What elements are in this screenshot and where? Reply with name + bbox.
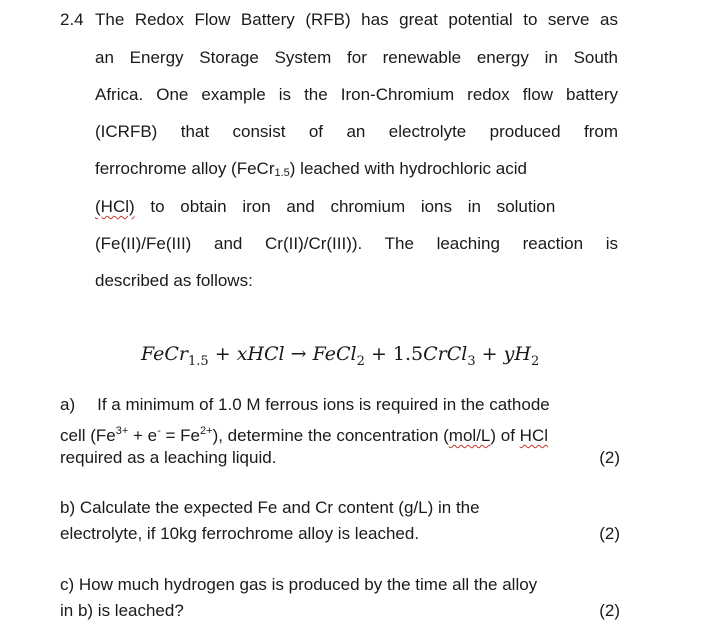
- part-b-marks: (2): [599, 524, 620, 543]
- intro-line-2: an Energy Storage System for renewable energy in South: [95, 48, 618, 67]
- intro-line-8: described as follows:: [95, 271, 253, 290]
- part-a-marks: (2): [599, 448, 620, 467]
- part-c-line-1: c) How much hydrogen gas is produced by the time all the alloy: [60, 575, 538, 594]
- part-a-label: a): [60, 395, 76, 414]
- part-a-line-3: required as a leaching liquid.: [60, 448, 277, 467]
- part-a-line-2: cell $(Fe^{3+} + e^- = Fe^{2+})$, determine the concentration (mol/L) of HCl: [60, 425, 549, 445]
- intro-line-5: [95, 159, 618, 183]
- intro-line-4: (ICRFB) that consist of an electrolyte produced from: [95, 122, 618, 141]
- part-b-line-1: b) Calculate the expected Fe and Cr content (g/L) in the: [60, 498, 480, 517]
- alloy-text: ferrochrome alloy (FeCr1.5) leached with hydrochloric acid: [95, 159, 527, 179]
- intro-line-1: The Redox Flow Battery (RFB) has great potential to serve as: [95, 10, 618, 29]
- reaction-equation: FeCr$_{1.5}$ + xHCl → FeCl$_2$ + 1.5CrCl$_3$ + $yH_2$: [141, 343, 540, 369]
- part-c-marks: (2): [599, 601, 620, 620]
- intro-line-6: (HCl) to obtain iron and chromium ions in solution: [95, 197, 556, 216]
- question-number: 2.4: [60, 10, 84, 29]
- intro-line-3: Africa. One example is the Iron-Chromium redox flow battery: [95, 85, 618, 104]
- part-c-line-2: in b) is leached?: [60, 601, 184, 620]
- hcl-word: (HCl): [95, 197, 135, 216]
- part-b-line-2: electrolyte, if 10kg ferrochrome alloy is leached.: [60, 524, 420, 543]
- intro-line-7: (Fe(II)/Fe(III) and Cr(II)/Cr(III)). The leaching reaction is: [95, 234, 618, 253]
- part-a-line-1: a) If a minimum of 1.0 M ferrous ions is required in the cathode: [60, 395, 550, 414]
